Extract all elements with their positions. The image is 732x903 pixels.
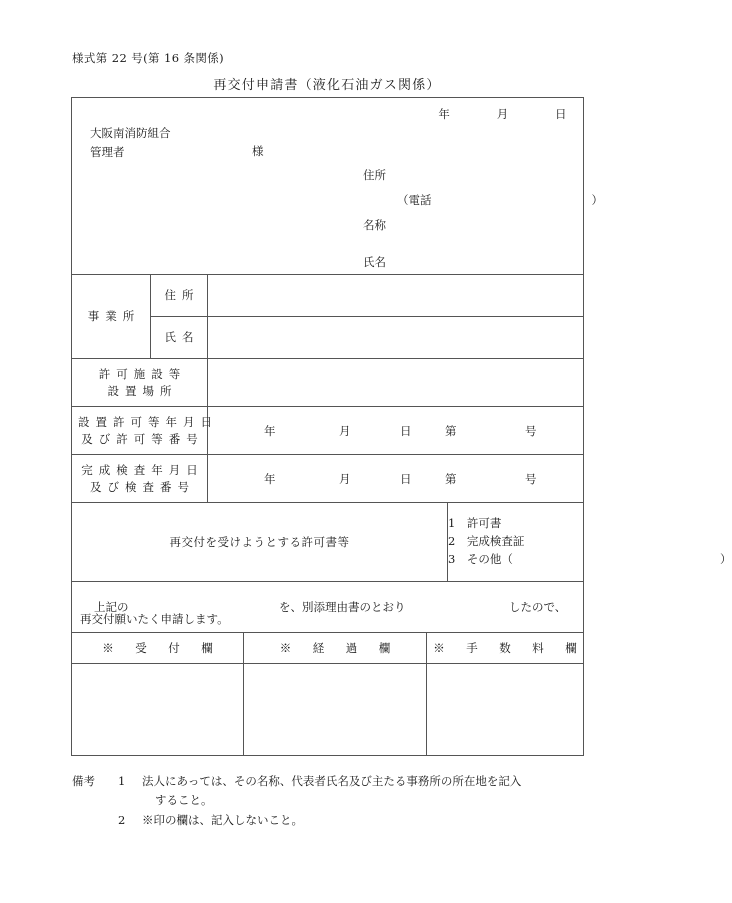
inspection-date-label: 完成検査年月日 及び検査番号 [72, 455, 208, 503]
official-column-value-progress[interactable] [244, 664, 427, 756]
applicant-entity-name-label: 名称 [363, 218, 386, 232]
inspection-number-suffix: 号 [525, 471, 537, 486]
notes-section [72, 772, 612, 830]
recipient-organization-block [90, 124, 171, 162]
establishment-name-input[interactable] [208, 317, 584, 359]
reissue-option-inspection-certificate[interactable]: 2 完成検査証 [448, 534, 525, 549]
reissue-documents-options[interactable] [448, 503, 732, 582]
note-text: 法人にあっては、その名称、代表者氏名及び主たる事務所の所在地を記入 [142, 774, 522, 788]
note-item [72, 811, 612, 830]
applicant-block [363, 170, 627, 282]
permit-number-prefix: 第 [445, 423, 457, 438]
facility-location-input[interactable] [208, 359, 584, 407]
facility-location-label: 許可施設等 設置場所 [72, 359, 208, 407]
page-title: 再交付申請書（液化石油ガス関係） [213, 78, 441, 93]
reissue-option-permit[interactable]: 1 許可書 [448, 516, 502, 531]
applicant-telephone-close-paren: ） [591, 193, 603, 207]
recipient-honorific: 様 [252, 144, 264, 158]
statement-block[interactable] [72, 582, 584, 633]
reissue-option-other-close-paren: ） [720, 551, 732, 566]
applicant-telephone-field[interactable] [363, 195, 627, 220]
applicant-block-spacer [363, 245, 627, 257]
reissue-documents-row [72, 503, 584, 582]
permit-number-suffix: 号 [525, 423, 537, 438]
permit-day-label: 日 [400, 423, 412, 438]
official-column-value-fee[interactable] [427, 664, 584, 756]
official-column-header-reception: ※ 受 付 欄 [72, 633, 244, 664]
official-use-body-row [72, 664, 584, 756]
official-use-table [71, 632, 584, 756]
official-column-header-fee: ※ 手 数 料 欄 [427, 633, 584, 664]
establishment-address-label: 住所 [151, 275, 208, 317]
inspection-number-prefix: 第 [445, 471, 457, 486]
form-number: 様式第 22 号(第 16 条関係) [72, 51, 225, 65]
inspection-date-row [72, 455, 584, 503]
applicant-person-name-label: 氏名 [363, 255, 386, 269]
permit-month-label: 月 [339, 423, 351, 438]
notes-label: 備考 [72, 774, 95, 788]
applicant-telephone-label: （電話 [397, 193, 432, 207]
permit-date-input[interactable] [208, 407, 584, 455]
addressee-row [72, 98, 584, 275]
official-column-header-progress: ※ 経 過 欄 [244, 633, 427, 664]
reissue-option-other[interactable]: 3 その他（ ） [448, 551, 583, 569]
submission-date[interactable] [438, 106, 567, 122]
official-column-value-reception[interactable] [72, 664, 244, 756]
statement-part-2: を、別添理由書のとおり [279, 600, 406, 614]
statement-row [72, 582, 584, 633]
inspection-month-label: 月 [339, 471, 351, 486]
recipient-organization: 大阪南消防組合 [90, 126, 171, 140]
statement-part-1: 上記の [94, 600, 129, 614]
permit-year-label: 年 [264, 423, 276, 438]
note-continuation: すること。 [155, 792, 213, 807]
date-month-label: 月 [496, 107, 509, 121]
applicant-address-label: 住所 [363, 168, 386, 182]
official-use-header-row [72, 633, 584, 664]
inspection-date-input[interactable] [208, 455, 584, 503]
establishment-name-label: 氏名 [151, 317, 208, 359]
date-year-label: 年 [438, 107, 451, 121]
recipient-position: 管理者 [90, 144, 125, 159]
note-item [72, 772, 612, 810]
application-form-table [71, 97, 732, 633]
statement-part-3: したので、 [509, 600, 567, 614]
facility-location-row [72, 359, 584, 407]
addressee-block [72, 98, 603, 275]
reissue-documents-label: 再交付を受けようとする許可書等 [72, 503, 448, 582]
date-day-label: 日 [555, 107, 567, 121]
inspection-year-label: 年 [264, 471, 276, 486]
note-number: 2 [118, 812, 126, 827]
note-text: ※印の欄は、記入しないこと。 [142, 812, 303, 827]
statement-line-2: 再交付願いたく申請します。 [80, 612, 229, 626]
inspection-day-label: 日 [400, 471, 412, 486]
establishment-label: 事業所 [72, 275, 151, 359]
permit-date-label: 設置許可等年月日 及び許可等番号 [72, 407, 208, 455]
permit-date-row [72, 407, 584, 455]
note-number: 1 [118, 774, 126, 788]
